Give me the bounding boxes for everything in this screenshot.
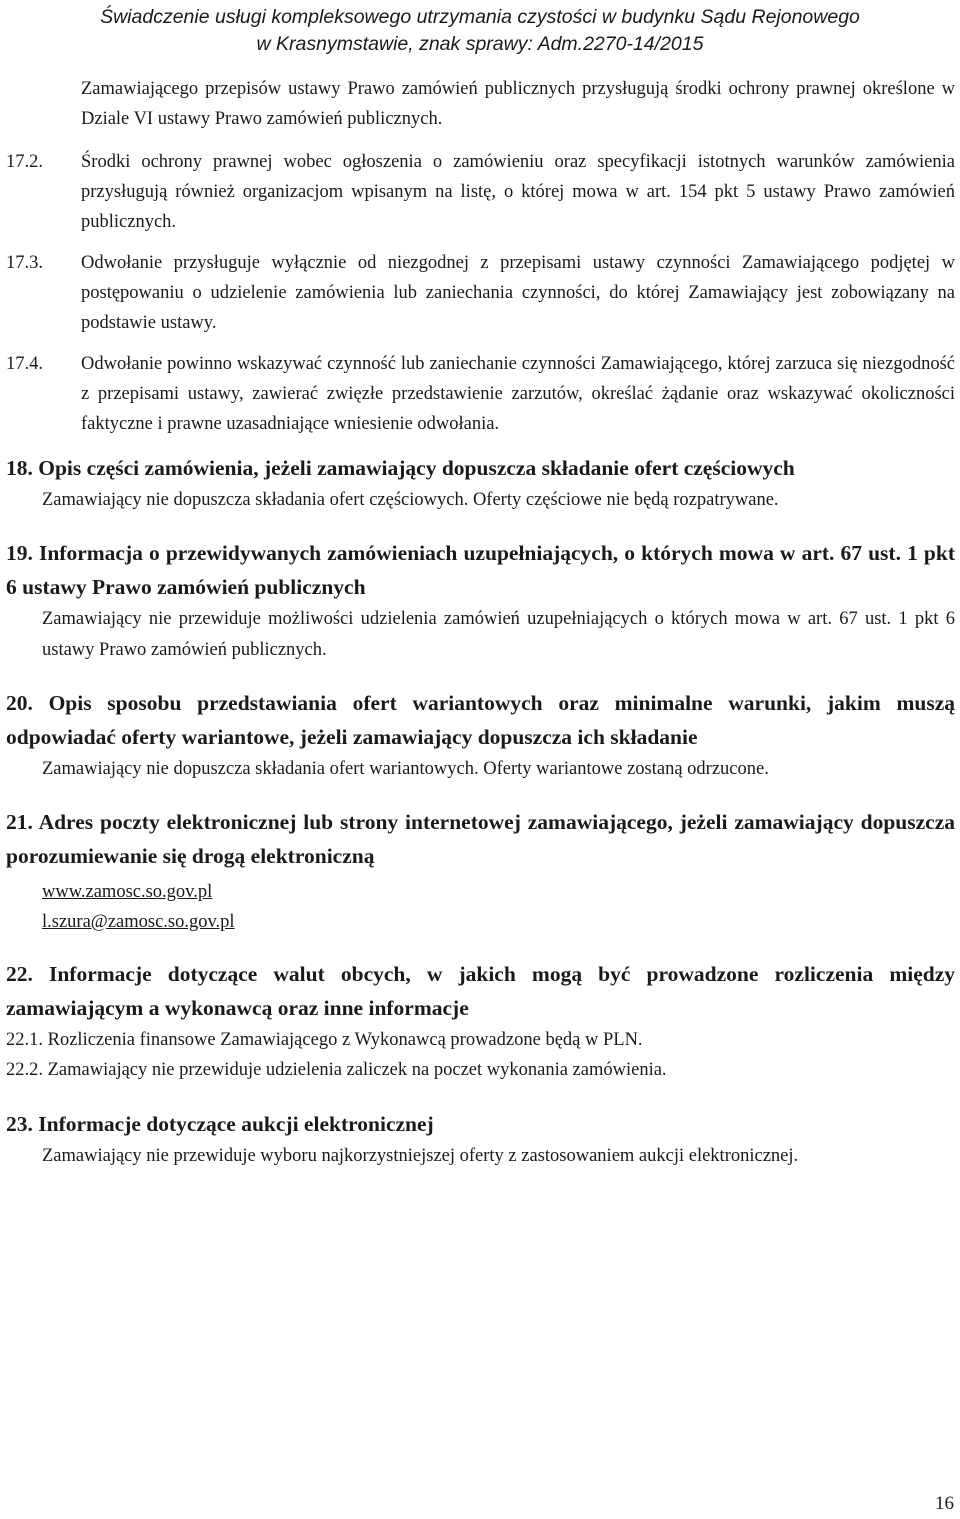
- page-number: 16: [935, 1493, 954, 1514]
- item-17-2: [6, 147, 955, 237]
- section-23-heading: 23. Informacje dotyczące aukcji elektronicznej: [6, 1112, 434, 1136]
- item-text: Odwołanie przysługuje wyłącznie od niezgodnej z przepisami ustawy czynności Zamawiającego podjętej w postępowaniu o udzielenie zamówienia lub zaniechania czynności, do której Zamawiający jest zobowiązany na podstawie ustawy.: [81, 253, 955, 333]
- page-header: [0, 4, 960, 58]
- email-link[interactable]: l.szura@zamosc.so.gov.pl: [42, 912, 235, 932]
- header-line-2: w Krasnymstawie, znak sprawy: Adm.2270-14/2015: [256, 33, 704, 55]
- section-20-heading: 20. Opis sposobu przedstawiania ofert wariantowych oraz minimalne warunki, jakim muszą odpowiadać oferty wariantowe, jeżeli zamawiający dopuszcza ich składanie: [6, 691, 955, 749]
- section-21-heading: 21. Adres poczty elektronicznej lub strony internetowej zamawiającego, jeżeli zamawiający dopuszcza porozumiewanie się drogą elektroniczną: [6, 810, 955, 868]
- item-text: Środki ochrony prawnej wobec ogłoszenia o zamówieniu oraz specyfikacji istotnych warunków zamówienia przysługują również organizacjom wpisanym na listę, o której mowa w art. 154 pkt 5 ustawy Prawo zamówień publicznych.: [81, 152, 955, 232]
- section-22-heading: 22. Informacje dotyczące walut obcych, w jakich mogą być prowadzone rozliczenia między zamawiającym a wykonawcą oraz inne informacje: [6, 962, 955, 1020]
- section-18-heading: 18. Opis części zamówienia, jeżeli zamawiający dopuszcza składanie ofert częściowych: [6, 456, 795, 480]
- section-22-item-1: 22.1. Rozliczenia finansowe Zamawiającego z Wykonawcą prowadzone będą w PLN.: [6, 1030, 643, 1050]
- section-18-text: Zamawiający nie dopuszcza składania ofert częściowych. Oferty częściowe nie będą rozpatrywane.: [42, 490, 779, 510]
- section-22-item-2: 22.2. Zamawiający nie przewiduje udzielenia zaliczek na poczet wykonania zamówienia.: [6, 1060, 667, 1080]
- document-body: [6, 74, 955, 1172]
- item-number: 17.2.: [6, 152, 43, 172]
- header-line-1: Świadczenie usługi kompleksowego utrzymania czystości w budynku Sądu Rejonowego: [100, 6, 860, 28]
- section-19-text: Zamawiający nie przewiduje możliwości udzielenia zamówień uzupełniających o których mowa w art. 67 ust. 1 pkt 6 ustawy Prawo zamówień publicznych.: [42, 609, 955, 660]
- item-17-3: [6, 248, 955, 338]
- item-text: Odwołanie powinno wskazywać czynność lub zaniechanie czynności Zamawiającego, której zarzuca się niezgodność z przepisami ustawy, zawierać zwięzłe przedstawienie zarzutów, określać żądanie oraz wskazywać okoliczności faktyczne i prawne uzasadniające wniesienie odwołania.: [81, 354, 955, 434]
- intro-paragraph: Zamawiającego przepisów ustawy Prawo zamówień publicznych przysługują środki ochrony prawnej określone w Dziale VI ustawy Prawo zamówień publicznych.: [81, 79, 955, 129]
- item-number: 17.4.: [6, 354, 43, 374]
- item-number: 17.3.: [6, 253, 43, 273]
- section-23-text: Zamawiający nie przewiduje wyboru najkorzystniejszej oferty z zastosowaniem aukcji elektronicznej.: [42, 1146, 799, 1166]
- section-20-text: Zamawiający nie dopuszcza składania ofert wariantowych. Oferty wariantowe zostaną odrzucone.: [42, 759, 769, 779]
- section-19-heading: 19. Informacja o przewidywanych zamówieniach uzupełniających, o których mowa w art. 67 ust. 1 pkt 6 ustawy Prawo zamówień publicznych: [6, 541, 955, 599]
- item-17-4: [6, 349, 955, 439]
- website-link[interactable]: www.zamosc.so.gov.pl: [42, 882, 213, 902]
